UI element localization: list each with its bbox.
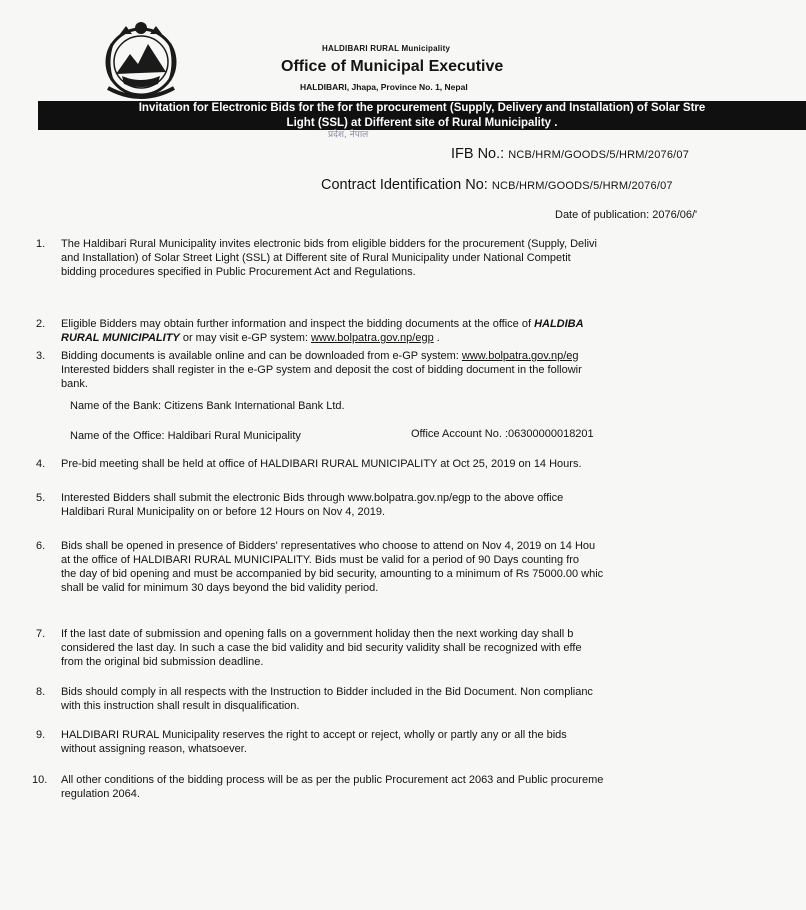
item-text — [61, 491, 563, 519]
item-line: at the office of HALDIBARI RURAL MUNICIPALITY. Bids must be valid for a period of 90 Days counting fro — [61, 554, 580, 566]
item-number: 2. — [36, 318, 46, 330]
item-line: If the last date of submission and opening falls on a government holiday then the next working day shall b — [61, 628, 574, 640]
municipality-name: HALDIBARI RURAL Municipality — [322, 44, 451, 53]
item-line: considered the last day. In such a case the bid validity and bid security validity shall be recognized with effe — [61, 642, 582, 654]
item-text — [61, 349, 582, 391]
item-line: All other conditions of the bidding process will be as per the public Procurement act 2063 and Public procureme — [61, 774, 604, 786]
item-number: 1. — [36, 238, 46, 250]
item-number: 9. — [36, 729, 46, 741]
office-address: HALDIBARI, Jhapa, Province No. 1, Nepal — [300, 82, 468, 92]
list-item-10 — [32, 773, 806, 803]
list-item-4 — [36, 457, 806, 473]
item-line — [61, 349, 582, 363]
ifb-label: IFB No.: — [451, 146, 505, 162]
list-item-2 — [36, 317, 806, 347]
item-number: 3. — [36, 350, 46, 362]
nepal-government-emblem-icon — [100, 14, 182, 102]
ifb-number — [451, 146, 689, 162]
list-item-3 — [36, 349, 806, 395]
item-number: 10. — [32, 774, 48, 786]
item-number: 8. — [36, 686, 46, 698]
item-line-text: Eligible Bidders may obtain further information and inspect the bidding documents at the office of — [61, 318, 535, 330]
item-line: regulation 2064. — [61, 788, 140, 800]
item-line: Haldibari Rural Municipality on or before 12 Hours on Nov 4, 2019. — [61, 506, 386, 518]
item-line: with this instruction shall result in disqualification. — [61, 700, 300, 712]
publication-date: Date of publication: 2076/06/' — [555, 209, 698, 221]
item-line: Interested Bidders shall submit the electronic Bids through www.bolpatra.gov.np/egp to the above office — [61, 492, 564, 504]
ifb-value: NCB/HRM/GOODS/5/HRM/2076/07 — [508, 149, 690, 161]
item-line-text: . — [433, 332, 440, 344]
list-item-9 — [36, 728, 806, 758]
office-name-emphasis: RURAL MUNICIPALITY — [61, 332, 180, 344]
invitation-banner — [38, 101, 806, 130]
item-line: Bids should comply in all respects with the Instruction to Bidder included in the Bid Document. Non complianc — [61, 686, 593, 698]
office-name: Name of the Office: Haldibari Rural Municipality — [70, 430, 301, 442]
item-line — [61, 331, 584, 345]
item-text — [61, 728, 567, 756]
contract-id-value: NCB/HRM/GOODS/5/HRM/2076/07 — [491, 180, 673, 192]
item-line: Bids shall be opened in presence of Bidders' representatives who choose to attend on Nov 4, 2019 on 14 Hou — [61, 540, 596, 552]
list-item-1 — [36, 237, 806, 281]
banner-line-1: Invitation for Electronic Bids for the for the procurement (Supply, Delivery and Installation) of Solar Stre — [138, 102, 706, 114]
item-line: The Haldibari Rural Municipality invites electronic bids from eligible bidders for the procurement (Supply, Delivi — [61, 238, 597, 250]
item-text — [61, 317, 584, 345]
egp-link[interactable]: www.bolpatra.gov.np/egp — [310, 332, 434, 344]
egp-link[interactable]: www.bolpatra.gov.np/eg — [461, 350, 579, 362]
item-text — [61, 237, 597, 279]
item-number: 4. — [36, 458, 46, 470]
banner-line-2: Light (SSL) at Different site of Rural Municipality . — [286, 116, 558, 129]
item-line — [61, 317, 584, 331]
item-line: bidding procedures specified in Public Procurement Act and Regulations. — [61, 266, 416, 278]
contract-identification — [321, 177, 673, 193]
item-text — [61, 773, 603, 801]
item-text — [61, 627, 582, 669]
office-account-number: Office Account No. :06300000018201 — [411, 428, 594, 440]
office-name-emphasis: HALDIBA — [534, 318, 584, 330]
bank-name: Name of the Bank: Citizens Bank International Bank Ltd. — [70, 400, 345, 412]
item-text — [61, 685, 593, 713]
item-line: from the original bid submission deadline. — [61, 656, 264, 668]
office-title: Office of Municipal Executive — [281, 58, 504, 75]
item-line: without assigning reason, whatsoever. — [61, 743, 247, 755]
list-item-7 — [36, 627, 806, 671]
item-line: Pre-bid meeting shall be held at office of HALDIBARI RURAL MUNICIPALITY at Oct 25, 2019 on 14 Hours. — [61, 458, 582, 470]
item-line: bank. — [61, 378, 88, 390]
item-line: shall be valid for minimum 30 days beyond the bid validity period. — [61, 582, 379, 594]
list-item-5 — [36, 491, 806, 521]
item-line-text: Bidding documents is available online and can be downloaded from e-GP system: — [61, 350, 462, 362]
item-text — [61, 539, 603, 595]
office-stamp-text: प्रदेश, नेपाल — [328, 130, 369, 140]
contract-id-label: Contract Identification No: — [321, 177, 488, 193]
item-line-text: or may visit e-GP system: — [179, 332, 311, 344]
list-item-6 — [36, 539, 806, 599]
item-number: 7. — [36, 628, 46, 640]
item-line: the day of bid opening and must be accompanied by bid security, amounting to a minimum of Rs 75000.00 whic — [61, 568, 604, 580]
item-number: 5. — [36, 492, 46, 504]
list-item-8 — [36, 685, 806, 715]
item-line: and Installation) of Solar Street Light (SSL) at Different site of Rural Municipality under National Competit — [61, 252, 571, 264]
item-line: HALDIBARI RURAL Municipality reserves the right to accept or reject, wholly or partly any or all the bids — [61, 729, 567, 741]
item-line: Interested bidders shall register in the e-GP system and deposit the cost of bidding document in the followir — [61, 364, 582, 376]
item-text — [61, 457, 582, 471]
item-number: 6. — [36, 540, 46, 552]
